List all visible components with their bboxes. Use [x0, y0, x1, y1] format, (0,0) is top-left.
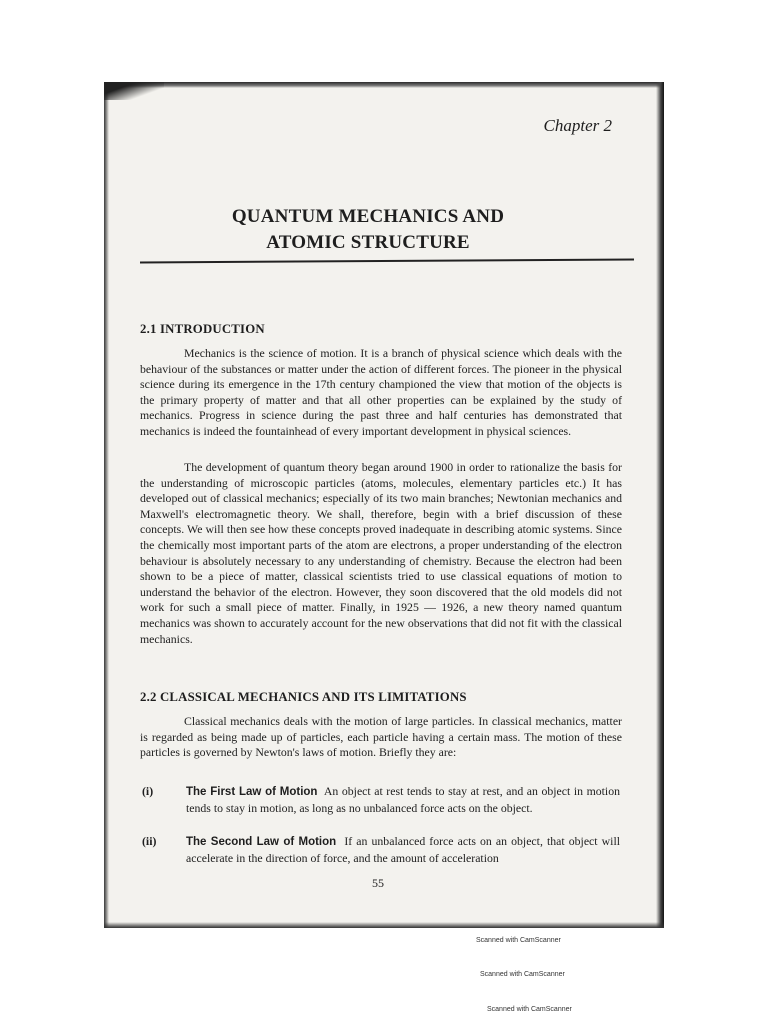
list-marker: (i): [142, 784, 154, 798]
title-rule: [140, 258, 634, 263]
scanner-watermark-3: Scanned with CamScanner: [487, 1006, 572, 1013]
page-corner-shadow: [104, 82, 164, 100]
law-title: The First Law of Motion: [186, 786, 318, 798]
scanner-watermark-1: Scanned with CamScanner: [476, 937, 561, 944]
page-edge-right: [656, 82, 664, 928]
scanned-page: [104, 82, 664, 928]
page-edge-bottom: [104, 922, 664, 928]
chapter-label: Chapter 2: [543, 116, 612, 135]
law-title: The Second Law of Motion: [186, 836, 337, 848]
paragraph-text: Mechanics is the science of motion. It is a branch of physical science which deals with the behaviour of the substances or matter under the action of different forces. The pioneer in the physical science during its emergence in the 17th century championed the view that motion of the objects is the primary property of matter and that all other properties can be explained by the study of mechanics. Progress in science during the past three and half centuries has demonstrated that mechanics is indeed the fountainhead of every important development in physical sciences.: [140, 346, 622, 438]
section-heading-classical-mechanics: 2.2 CLASSICAL MECHANICS AND ITS LIMITATIONS: [140, 690, 467, 704]
classical-mechanics-paragraph: [140, 714, 622, 761]
law-text: If an unbalanced force acts on an object, that object will accelerate in the direction of force, and the amount of acceleration: [186, 834, 620, 865]
introduction-paragraph-1: [140, 346, 622, 440]
paragraph-text: Classical mechanics deals with the motion of large particles. In classical mechanics, matter is regarded as being made up of particles, each particle having a certain mass. The motion of these particles is governed by Newton's laws of motion. Briefly they are:: [140, 714, 622, 760]
chapter-title-line1: QUANTUM MECHANICS AND: [231, 206, 505, 227]
page-edge-top: [104, 82, 664, 88]
law-text: An object at rest tends to stay at rest, and an object in motion tends to stay in motion, as long as no unbalanced force acts on the object.: [186, 784, 620, 815]
list-item-first-law: [142, 784, 620, 816]
chapter-title-line2: ATOMIC STRUCTURE: [266, 232, 470, 253]
introduction-paragraph-2: [140, 460, 622, 647]
section-heading-introduction: 2.1 INTRODUCTION: [140, 322, 265, 336]
list-item-second-law: [142, 834, 620, 866]
page-number: 55: [372, 876, 384, 890]
list-marker: (ii): [142, 834, 157, 848]
paragraph-text: The development of quantum theory began around 1900 in order to rationalize the basis for the understanding of microscopic particles (atoms, molecules, elementary particles etc.) It has developed out of classical mechanics; especially of its two main branches; Newtonian mechanics and Maxwell's electromagnetic theory. We shall, therefore, begin with a brief discussion of these concepts. We will then see how these concepts proved inadequate in describing atomic systems. Since the chemically most important parts of the atom are electrons, a proper understanding of the electron behaviour is absolutely necessary to any understanding of chemistry. Because the electron had been shown to be a piece of matter, classical scientists tried to use classical equations of motion to understand the behavior of the electron. However, they soon discovered that the old models did not work for such a small piece of matter. Finally, in 1925 — 1926, a new theory named quantum mechanics was shown to accurately account for the new observations that did not fit with the classical mechanics.: [140, 460, 622, 646]
scanner-watermark-2: Scanned with CamScanner: [480, 971, 565, 978]
